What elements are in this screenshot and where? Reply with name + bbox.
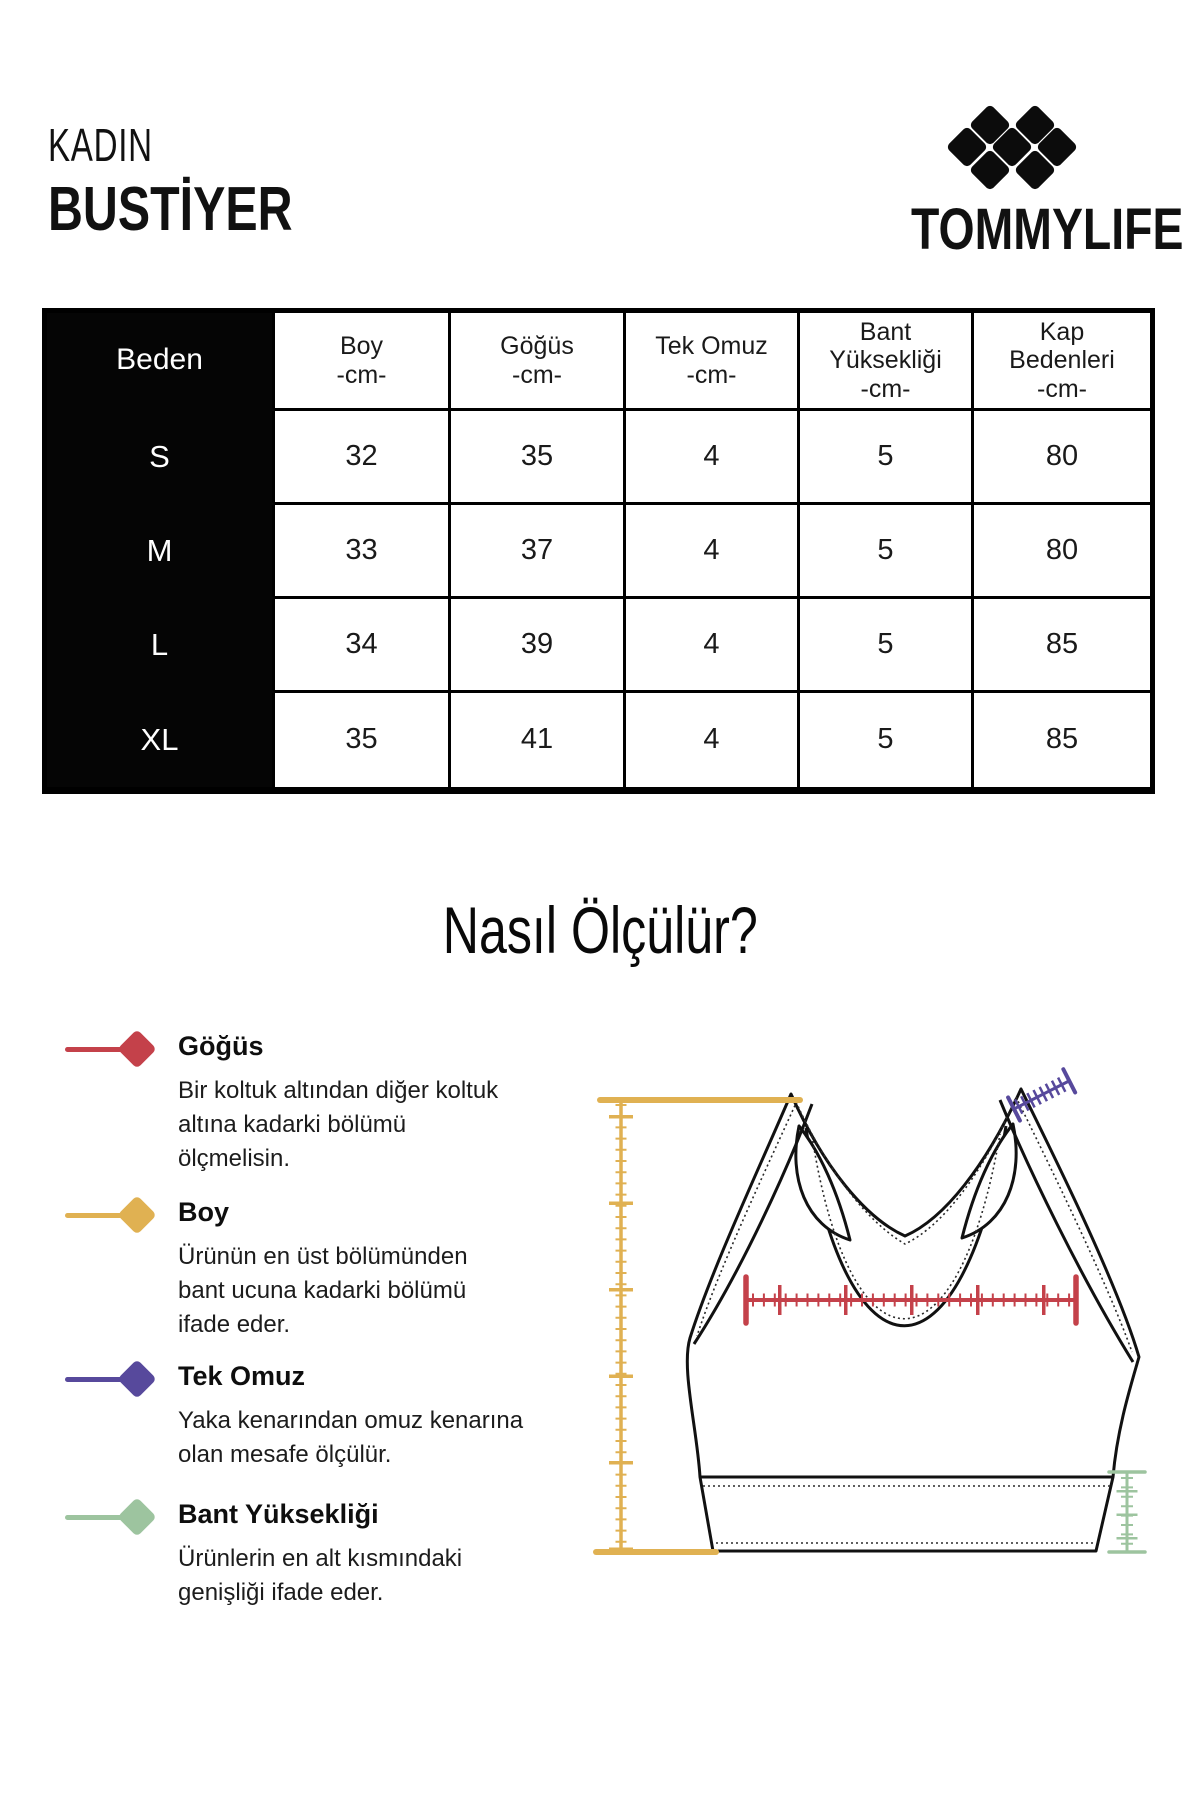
legend-title: Göğüs [178,1031,264,1061]
column-header-boy: Boy -cm- [275,313,451,411]
value-cell: 4 [626,599,800,693]
legend-item-bant-yuksekligi [65,1498,518,1610]
value-cell: 85 [1045,723,1079,756]
value-cell: 80 [974,505,1150,599]
legend-diamond-icon [117,1195,157,1235]
value-cell: 34 [275,599,451,693]
measurement-illustration [510,1060,1200,1620]
size-label: L [47,599,275,693]
legend-description: Yaka kenarından omuz kenarına olan mesafe ölçülür. [178,1407,524,1468]
section-title: Nasıl Ölçülür? [442,893,758,967]
value-cell: 41 [451,693,626,787]
column-header-gogus: Göğüs -cm- [451,313,626,411]
value-cell: 85 [974,599,1150,693]
value-cell: 35 [275,693,451,787]
value-cell: 35 [451,411,626,505]
value-cell: 4 [626,505,800,599]
size-table [42,308,1155,794]
size-label: M [47,505,275,599]
value-cell: 5 [800,505,974,599]
value-cell: 4 [626,411,800,505]
legend-title: Bant Yüksekliği [178,1499,379,1529]
value-cell: 39 [451,599,626,693]
brand-name: TOMMYLIFE [911,197,1184,262]
brand-logo-icon [877,100,1147,196]
column-header-tek-omuz: Tek Omuz -cm- [626,313,800,411]
legend-description: Ürünün en üst bölümünden bant ucuna kadarki bölümü ifade eder. [178,1243,468,1338]
legend-description: Bir koltuk altından diğer koltuk altına kadarki bölümü ölçmelisin. [178,1077,499,1172]
value-cell: 33 [275,505,451,599]
column-header-bant-yuksekligi: Bant Yüksekliği -cm- [800,313,974,411]
size-label: S [47,411,275,505]
value-cell: 4 [626,693,800,787]
size-label: XL [47,693,275,787]
value-cell: 5 [800,599,974,693]
legend-item-gogus [65,1030,510,1176]
value-cell: 37 [451,505,626,599]
value-cell: 32 [275,411,451,505]
legend-diamond-icon [117,1029,157,1069]
legend-item-boy [65,1196,500,1342]
legend-title: Tek Omuz [178,1361,306,1391]
category-label: KADIN [48,119,153,171]
legend-diamond-icon [117,1359,157,1399]
value-cell: 80 [974,411,1150,505]
table-corner-header: Beden [47,313,275,411]
legend-item-tek-omuz [65,1360,546,1472]
bustiyer-outline [687,1089,1139,1551]
legend-description: Ürünlerin en alt kısmındaki genişliği ifade eder. [178,1545,463,1606]
bant-yuksekligi-measure-ruler [1109,1472,1145,1552]
column-header-kap-bedenleri: Kap Bedenleri -cm- [974,313,1150,411]
value-cell: 5 [800,411,974,505]
value-cell: 5 [800,693,974,787]
legend-title: Boy [178,1197,230,1227]
legend-diamond-icon [117,1497,157,1537]
product-title: BUSTİYER [48,175,293,244]
product-header [48,118,361,245]
